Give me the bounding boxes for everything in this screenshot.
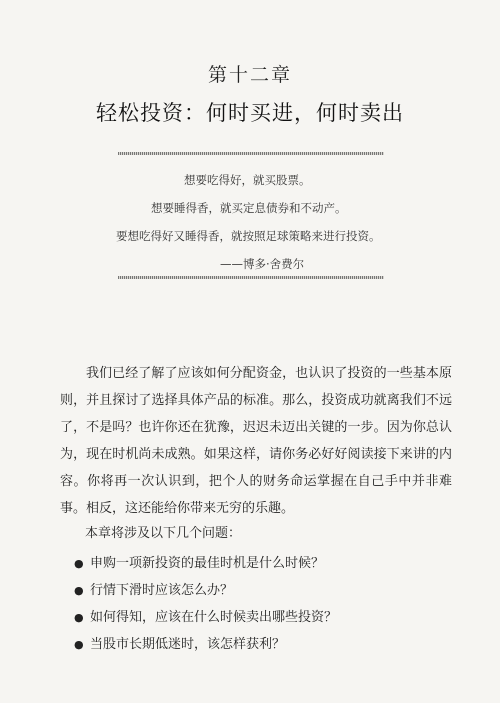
epigraph-attribution: ——博多·舍费尔	[220, 257, 305, 271]
body-paragraph: 我们已经了解了应该如何分配资金，也认识了投资的一些基本原则，并且探讨了选择具体产品的标准。那么，投资成功就离我们不远了，不是吗？也许你还在犹豫，迟迟未迈出关键的一步。因为你总认为，现在时机尚未成熟。如果这样，请你务必好好阅读接下来讲的内容。你将再一次认识到，把个人的财务命运掌握在自己手中并非难事。相反，这还能给你带来无穷的乐趣。	[60, 366, 452, 516]
list-item: ● 行情下滑时应该怎么办？	[74, 577, 337, 604]
bullet-icon: ●	[74, 584, 84, 597]
list-item: ● 如何得知，应该在什么时候卖出哪些投资？	[74, 604, 337, 631]
question-list	[74, 550, 337, 658]
chapter-number: 第十二章	[207, 64, 292, 86]
chapter-title: 轻松投资：何时买进，何时卖出	[96, 101, 404, 125]
epigraph-line: 想要吃得好，就买股票。	[184, 173, 311, 187]
bullet-icon: ●	[74, 557, 84, 570]
epigraph-top-rule	[118, 152, 384, 155]
body-text	[60, 360, 452, 522]
list-item: ● 当股市长期低迷时，该怎样获利？	[74, 631, 337, 658]
bullet-icon: ●	[74, 638, 84, 651]
bullet-icon: ●	[74, 611, 84, 624]
list-item: ● 申购一项新投资的最佳时机是什么时候？	[74, 550, 337, 577]
questions-intro: 本章将涉及以下几个问题：	[85, 526, 242, 541]
epigraph-line: 要想吃得好又睡得香，就按照足球策略来进行投资。	[116, 229, 381, 243]
epigraph-bottom-rule	[118, 276, 384, 279]
epigraph-line: 想要睡得香，就买定息债券和不动产。	[151, 201, 347, 215]
